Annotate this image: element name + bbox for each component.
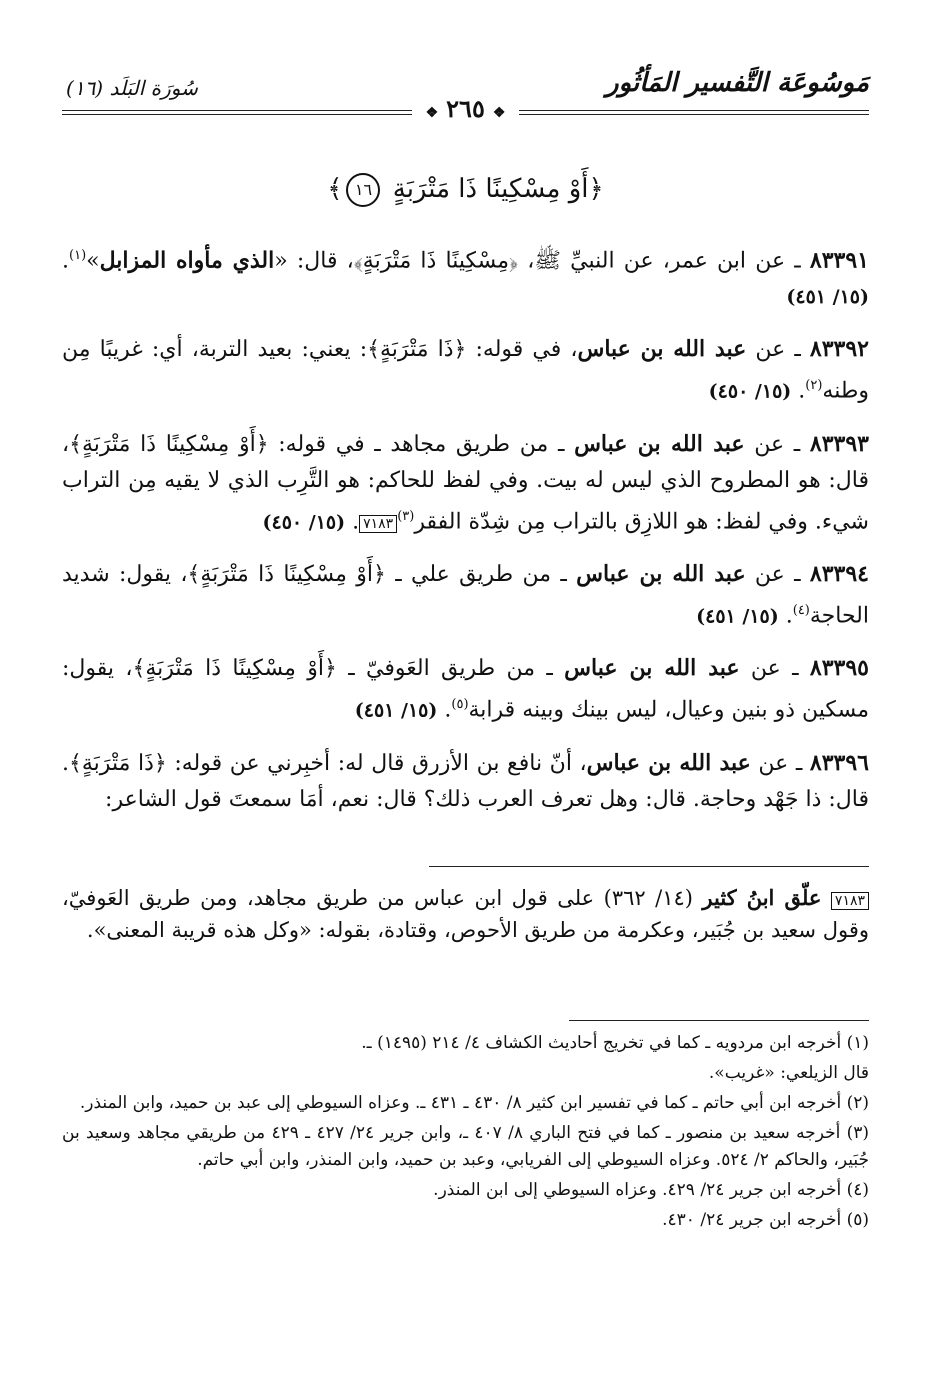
book-title: مَوسُوعَة التَّفسير المَأثُور [606, 68, 869, 98]
entry-author: عبد الله بن عباس [564, 655, 740, 682]
entry-text: ـ من طريق العَوفيّ ـ ﴿أَوْ مِسْكِينًا ذَا مَتْرَبَةٍ﴾، يقول: مسكين ذو بنين وعيال، ليس بينك وبينه قرابة [62, 656, 869, 723]
entry [62, 650, 869, 728]
footnote: (١) أخرجه ابن مردويه ـ كما في تخريج أحاديث الكشاف ٤/ ٢١٤ (١٤٩٥) ـ. [361, 1033, 869, 1053]
entry-number: ٨٣٣٩٢ [809, 336, 869, 363]
footnote-marker[interactable]: (٥) [451, 697, 469, 713]
verse-text: ﴿أَوْ مِسْكِينًا ذَا مَتْرَبَةٍ [392, 174, 604, 204]
entry-text: ـ عن [744, 431, 810, 457]
footnote: قال الزيلعي: «غريب». [708, 1063, 869, 1083]
entry-text: ، أنّ نافع بن الأزرق قال له: أخبِرني عن قوله: ﴿ذَا مَتْرَبَةٍ﴾. قال: ذا جَهْد وحاجة. قال: وهل تعرف العرب ذلك؟ قال: نعم، أمَا سمعتَ قول الشاعر: [62, 750, 869, 812]
entry-number: ٨٣٣٩٤ [809, 560, 869, 587]
page-number-wrap [0, 94, 931, 123]
ornament-icon: ❖ [492, 105, 506, 121]
entry [62, 426, 869, 540]
volume-ref: (١٥/ ٤٥٠) [262, 510, 346, 533]
entry-text: . [62, 248, 69, 274]
footnote-marker[interactable]: (٣) [397, 508, 415, 524]
volume-ref: (١٥/ ٤٥١) [786, 286, 869, 309]
ornament-icon: ❖ [425, 105, 439, 121]
commentary-note [62, 882, 869, 946]
footnote-divider [569, 1020, 869, 1021]
note-divider [429, 866, 869, 867]
note-marker-box[interactable]: ٧١٨٣ [359, 515, 397, 533]
volume-ref: (١٥/ ٤٥١) [354, 699, 438, 722]
entry-text: . [778, 603, 793, 629]
note-text: (١٤/ ٣٦٢) على قول ابن عباس من طريق مجاهد، ومن طريق العَوفيّ، وقول سعيد بن جُبَير، وعكرمة من طريق الأحوص، وقتادة، بقوله: «وكل هذه قريبة المعنى». [62, 886, 869, 942]
note-bold: علّق ابنُ كثير [702, 885, 822, 910]
note-marker-box[interactable]: ٧١٨٣ [831, 892, 869, 910]
verse-number: ١٦ [346, 173, 380, 207]
entry-author: عبد الله بن عباس [576, 560, 746, 587]
entry [62, 745, 869, 818]
entry-author: عبد الله بن عباس [586, 749, 751, 776]
entry [62, 238, 869, 315]
footnote: (٥) أخرجه ابن جرير ٢٤/ ٤٣٠. [662, 1210, 869, 1230]
entry-number: ٨٣٣٩١ [809, 247, 869, 274]
entry-text: ـ عن ابن عمر، عن النبيِّ ﷺ، ﴿مِسْكِينًا ذَا مَتْرَبَةٍ﴾، قال: « [274, 248, 810, 274]
footnote-marker[interactable]: (٢) [805, 378, 823, 394]
footnote: (٢) أخرجه ابن أبي حاتم ـ كما في تفسير ابن كثير ٨/ ٤٣٠ ـ ٤٣١ ـ. وعزاه السيوطي إلى عبد بن حميد، وابن المنذر. [79, 1093, 869, 1113]
entry-text: » [86, 248, 100, 274]
entry-text: ـ من طريق مجاهد ـ في قوله: ﴿أَوْ مِسْكِينًا ذَا مَتْرَبَةٍ﴾، قال: هو المطروح الذي ليس له بيت. وفي لفظ للحاكم: هو التَّرِب الذي لا يقيه مِن التراب شيء. وفي لفظ: هو اللازِق بالتراب مِن شِدّة الفقر [62, 431, 869, 534]
entry-text: ـ عن [746, 337, 810, 363]
verse-close: ﴾ [327, 174, 343, 204]
volume-ref: (١٥/ ٤٥٠) [708, 380, 792, 403]
entry-text: ـ عن [750, 750, 810, 776]
entry-number: ٨٣٣٩٥ [809, 655, 869, 682]
footnote: (٣) أخرجه سعيد بن منصور ـ كما في فتح الباري ٨/ ٤٠٧ ـ، وابن جرير ٢٤/ ٤٢٧ ـ ٤٢٩ من طريقي مجاهد وسعيد بن جُبَير، والحاكم ٢/ ٥٢٤. وعزاه السيوطي إلى الفريابي، وعبد بن حميد، وابن المنذر، وابن أبي حاتم. [62, 1123, 870, 1170]
entry-number: ٨٣٣٩٦ [809, 749, 869, 776]
entry-text: . [437, 697, 452, 723]
entry-bold: الذي مأواه المزابل [99, 247, 275, 274]
entry [62, 331, 869, 409]
entry-text: ـ عن [745, 561, 810, 587]
entry-number: ٨٣٣٩٣ [809, 430, 869, 457]
entry-author: عبد الله بن عباس [577, 336, 747, 363]
volume-ref: (١٥/ ٤٥١) [696, 605, 779, 628]
verse-heading [0, 173, 931, 207]
entry-text: . [791, 378, 806, 404]
entry-text: . [345, 508, 360, 534]
footnote-marker[interactable]: (٤) [792, 602, 810, 618]
page-number: ٢٦٥ [446, 94, 485, 123]
entry-author: عبد الله بن عباس [574, 430, 745, 457]
entry-text: ، في قوله: ﴿ذَا مَتْرَبَةٍ﴾: يعني: بعيد التربة، أي: غريبًا مِن وطنه [62, 337, 869, 404]
footnote-marker[interactable]: (١) [69, 248, 87, 263]
footnote: (٤) أخرجه ابن جرير ٢٤/ ٤٢٩. وعزاه السيوطي إلى ابن المنذر. [433, 1180, 869, 1200]
footnotes [62, 1030, 869, 1237]
entry-text: ـ عن [739, 656, 810, 682]
surah-title: سُورَة البَلَد (١٦) [66, 76, 198, 100]
entries [62, 238, 869, 834]
entry [62, 556, 869, 634]
entry-text: ـ من طريق علي ـ ﴿أَوْ مِسْكِينًا ذَا مَتْرَبَةٍ﴾، يقول: شديد الحاجة [62, 561, 869, 629]
